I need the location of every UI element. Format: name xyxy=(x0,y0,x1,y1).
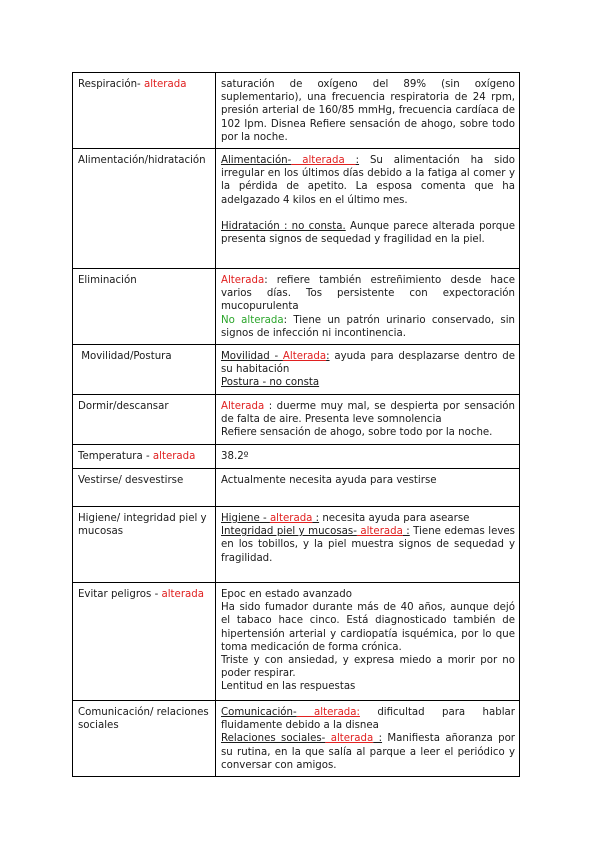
status-alterada: Alterada xyxy=(221,275,265,287)
care-needs-table xyxy=(72,72,520,777)
table-row xyxy=(73,445,520,469)
row-label-dormir: Dormir/descansar xyxy=(73,395,216,445)
row-desc-movilidad: Movilidad - Alterada: ayuda para desplazarse dentro de su habitación Postura - no consta xyxy=(216,345,520,395)
table-row xyxy=(73,469,520,507)
row-desc-dormir: Alterada : duerme muy mal, se despierta por sensación de falta de aire. Presenta leve somnolencia Refiere sensación de ahogo, sobre todo por la noche. xyxy=(216,395,520,445)
status-alterada: alterada: xyxy=(296,707,360,719)
row-desc-higiene: Higiene - alterada : necesita ayuda para asearse Integridad piel y mucosas- alterada : Tiene edemas leves en los tobillos, y la piel muestra signos de sequedad y fragilidad. xyxy=(216,507,520,583)
row-desc-vestirse: Actualmente necesita ayuda para vestirse xyxy=(216,469,520,507)
row-label-eliminacion: Eliminación xyxy=(73,269,216,345)
status-alterada: Alterada xyxy=(282,351,327,363)
status-alterada: alterada xyxy=(291,155,356,167)
row-label-comunicacion: Comunicación/ relaciones sociales xyxy=(73,701,216,777)
row-desc-peligros: Epoc en estado avanzado Ha sido fumador durante más de 40 años, aunque dejó el tabaco hace cinco. Está diagnosticado también de hipertensión arterial y cardiopatía isquémica, por lo que toma medicación de forma crónica. Triste y con ansiedad, y expresa miedo a morir por no poder respirar. Lentitud en las respuestas xyxy=(216,583,520,701)
row-label-movilidad: Movilidad/Postura xyxy=(73,345,216,395)
status-alterada: alterada xyxy=(140,79,187,90)
row-label-peligros: Evitar peligros - alterada xyxy=(73,583,216,701)
status-no-alterada: No alterada xyxy=(221,314,284,326)
status-alterada: alterada xyxy=(152,451,196,463)
table-row xyxy=(73,269,520,345)
row-desc-alimentacion: Alimentación- alterada : Su alimentación ha sido irregular en los últimos días debido a la fatiga al comer y la pérdida de apetito. La esposa comenta que ha adelgazado 4 kilos en el último mes. Hidratación : no consta. Aunque parece alterada porque presenta signos de sequedad y fragilidad en la piel. xyxy=(216,149,520,269)
row-label-vestirse: Vestirse/ desvestirse xyxy=(73,469,216,507)
row-desc-eliminacion: Alterada: refiere también estreñimiento desde hace varios días. Tos persistente con expectoración mucopurulenta No alterada: Tiene un patrón urinario conservado, sin signos de infección ni incontinencia. xyxy=(216,269,520,345)
table-row xyxy=(73,507,520,583)
table-row xyxy=(73,345,520,395)
table-row xyxy=(73,583,520,701)
status-alterada: alterada xyxy=(161,589,204,601)
status-alterada: Alterada xyxy=(221,401,269,413)
status-alterada: alterada xyxy=(325,733,374,745)
row-label-respiracion: Respiración- alterada xyxy=(73,73,216,149)
table-row xyxy=(73,395,520,445)
status-alterada: alterada xyxy=(356,526,403,538)
row-label-alimentacion: Alimentación/hidratación xyxy=(73,149,216,269)
row-desc-temperatura: 38.2º xyxy=(216,445,520,469)
table-row xyxy=(73,701,520,777)
table-row xyxy=(73,149,520,269)
row-label-higiene: Higiene/ integridad piel y mucosas xyxy=(73,507,216,583)
row-desc-respiracion: saturación de oxígeno del 89% (sin oxígeno suplementario), una frecuencia respiratoria de 24 rpm, presión arterial de 160/85 mmHg, frecuencia cardíaca de 102 lpm. Disnea Refiere sensación de ahogo, sobre todo por la noche. xyxy=(216,73,520,149)
table-row xyxy=(73,73,520,149)
status-alterada: alterada xyxy=(269,513,313,525)
row-desc-comunicacion: Comunicación- alterada: dificultad para hablar fluidamente debido a la disnea Relaciones sociales- alterada : Manifiesta añoranza por su rutina, en la que salía al parque a leer el periódico y conversar con amigos. xyxy=(216,701,520,777)
row-label-temperatura: Temperatura - alterada xyxy=(73,445,216,469)
